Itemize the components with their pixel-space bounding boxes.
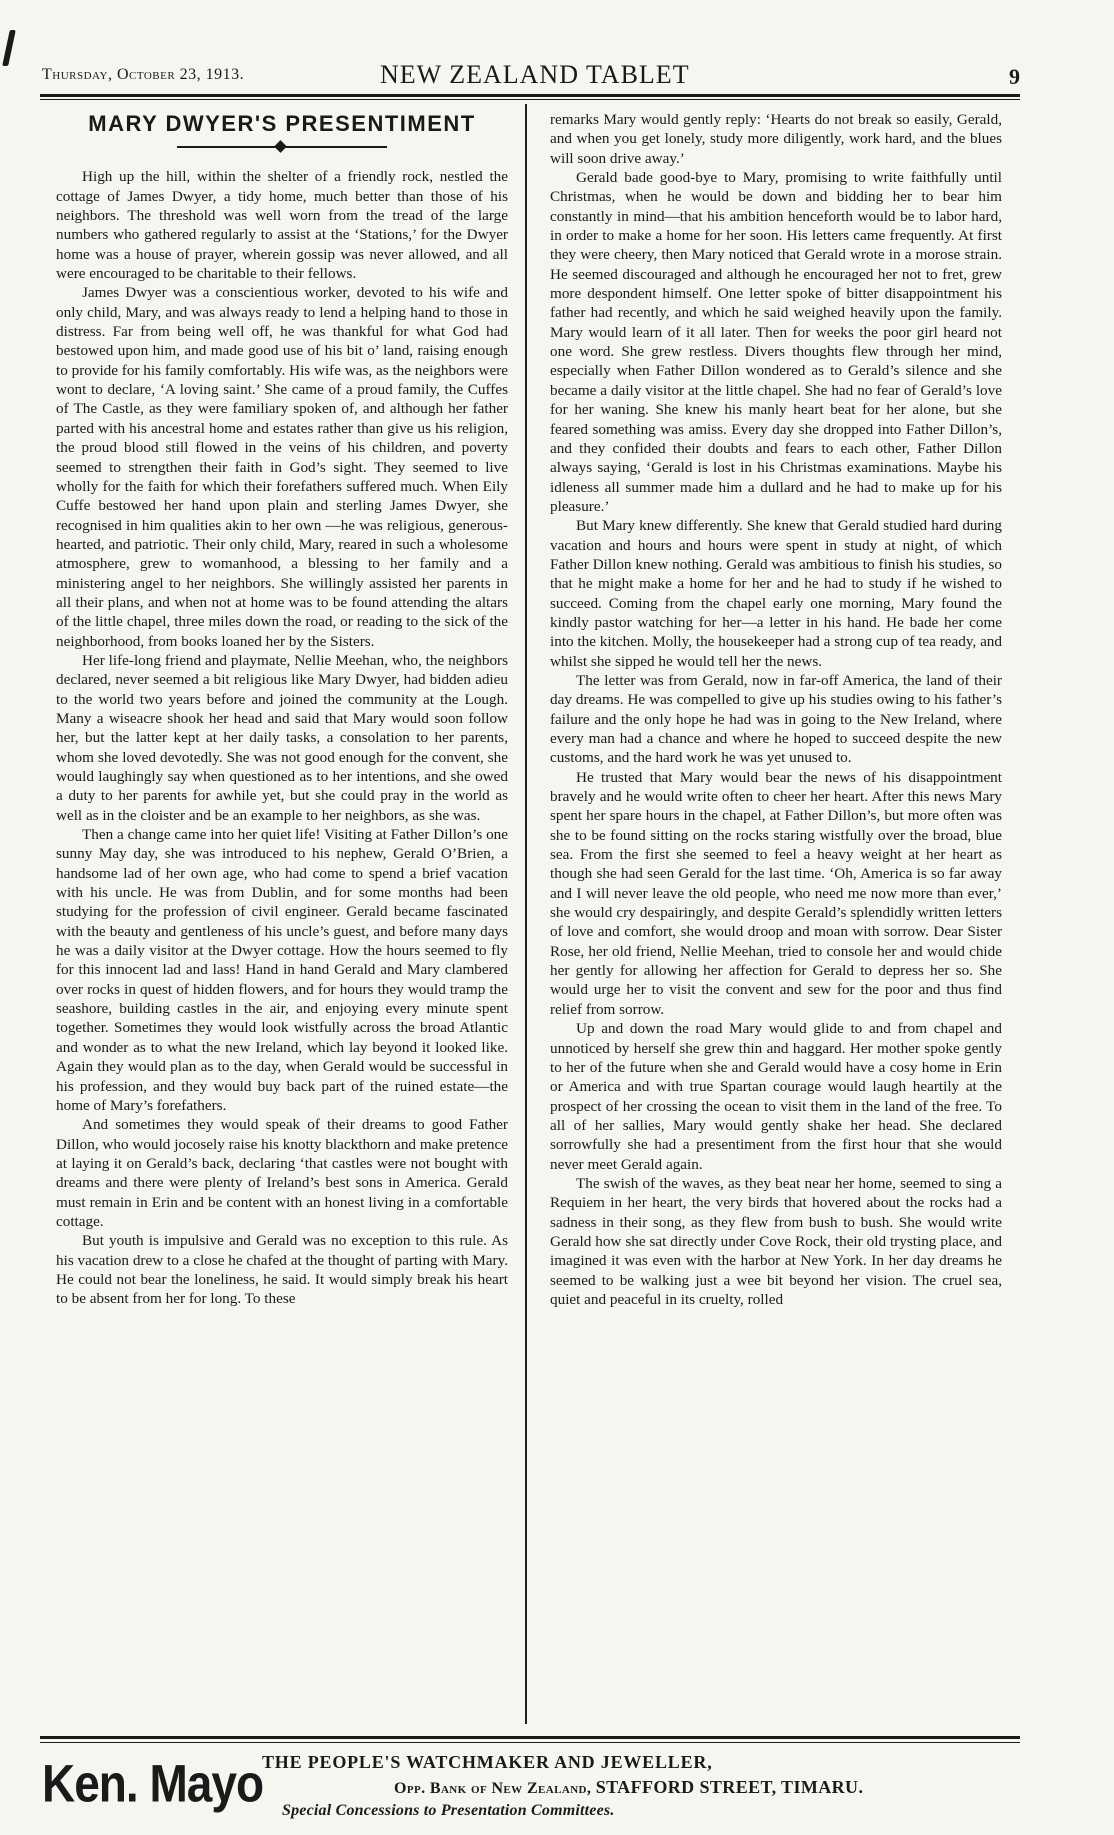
footer-rule	[40, 1736, 1020, 1739]
header-rule-thin	[40, 99, 1020, 100]
header-rule	[40, 94, 1020, 97]
advertiser-address	[394, 1777, 863, 1798]
advertiser-tagline: THE PEOPLE'S WATCHMAKER AND JEWELLER,	[262, 1752, 713, 1772]
paragraph: High up the hill, within the shelter of a friendly rock, nestled the cottage of James Dwyer, a tidy home, much better than those of his neighbors. The threshold was well worn from the tread of the large numbers who gathered regularly to assist at the ‘Stations,’ for the Dwyer home was a house of prayer, wherein gossip was never allowed, and all were encouraged to be charitable to their fellows.	[56, 168, 508, 283]
paragraph: But Mary knew differently. She knew that Gerald studied hard during vacation and hours and hours were spent in study at night, of which Father Dillon knew nothing. Gerald was ambitious to finish his studies, so that he might make a home for her and he had to study if he wished to succeed. Coming from the chapel early one morning, Mary found the kindly pastor watching for her—a letter in his hand. He bade her come into the kitchen. Molly, the housekeeper had a strong cup of tea ready, and whilst she sipped he would tell her the news.	[550, 517, 1002, 670]
page-number: 9	[1009, 64, 1020, 89]
paragraph: He trusted that Mary would bear the news of his disappointment bravely and he would write often to cheer her heart. After this news Mary spent her spare hours in the chapel, at Father Dillon’s, but more often was she to be found sitting on the rocks staring wistfully over the broad, blue sea. From the first she seemed to feel a heavy weight at her heart as though she had seen Gerald for the last time. ‘Oh, America is so far away and I will never leave the old people, who need me now more than ever,’ she would cry despairingly, and despite Gerald’s splendidly written letters of love and comfort, she would droop and moan with sorrow. Dear Sister Rose, her old friend, Nellie Meehan, tried to console her and would chide her gently for allowing her affection for Gerald to depress her so. She would urge her to visit the convent and sew for the poor and thus find relief from sorrow.	[550, 768, 1002, 1018]
ornament-diamond-icon	[274, 140, 287, 153]
paragraph: Then a change came into her quiet life! Visiting at Father Dillon’s one sunny May day, she was introduced to his nephew, Gerald O’Brien, a handsome lad of her own age, who had come to spend a brief vacation with his uncle. He was from Dublin, and for some months had been studying for the profession of civil engineer. Gerald became fascinated with the beauty and gentleness of his uncle’s guest, and before many days he was a daily visitor at the Dwyer cottage. How the hours seemed to fly for this innocent lad and lass! Hand in hand Gerald and Mary clambered over rocks in quest of hidden flowers, and for hours they would tramp the seashore, building castles in the air, and enjoying every minute spent together. Sometimes they would look wistfully across the broad Atlantic and wonder as to what the new Ireland, which lay beyond it looked like. Again they would plan as to the day, when Gerald would be successful in his profession, and they would buy back part of the ruined estate—the home of Mary’s forefathers.	[56, 826, 508, 1114]
column-divider	[525, 104, 527, 1724]
paragraph-continued: remarks Mary would gently reply: ‘Hearts do not break so easily, Gerald, and when you get lonely, study more diligently, work hard, and the blues will soon drive away.’	[550, 111, 1002, 167]
margin-mark	[2, 30, 16, 66]
paragraph: Her life-long friend and playmate, Nellie Meehan, who, the neighbors declared, never seemed a bit religious like Mary Dwyer, had bidden adieu to the world two years before and joined the community at the Lough. Many a wiseacre shook her head and said that Mary would soon follow her, but the latter kept at her daily tasks, a consolation to her parents, whom she loved devotedly. She was not good enough for the convent, she would laughingly say when questioned as to her intentions, and she owed a duty to her parents for awhile yet, but she could pray in the world as well as in the cloister and be an example to her neighbors, as she was.	[56, 651, 508, 824]
paragraph: The letter was from Gerald, now in far-off America, the land of their day dreams. He was compelled to give up his studies owing to his father’s failure and the only hope he had was in going to the New Ireland, where every man had a chance and where he hoped to succeed despite the new customs, and the hard work he was yet unused to.	[550, 671, 1002, 767]
page-header	[42, 60, 1020, 90]
advertiser-offer: Special Concessions to Presentation Committees.	[282, 1802, 615, 1819]
paragraph: Gerald bade good-bye to Mary, promising to write faithfully until Christmas, when he would be down and bidding her to bear him constantly in mind—that his ambition henceforth would be to labor hard, in order to make a home for her soon. His letters came frequently. At first they were cheery, then Mary noticed that Gerald wrote in a morose strain. He seemed discouraged and although he encouraged her not to fret, grew more despondent himself. One letter spoke of bitter disappointment his father had recently, and which he said weighed heavily upon the family. Mary would learn of it all later. Then for weeks the poor girl heard not one word. She grew restless. Divers thoughts flew through her mind, especially when Father Dillon wondered as to Gerald’s silence and she became a daily visitor at the little chapel. She had no fear of Gerald’s love for her waning. She knew his manly heart beat for her alone, but she feared something was amiss. Every day she dropped into Father Dillon’s, and they confided their doubts and fears to each other, Father Dillon always saying, ‘Gerald is lost in his Christmas examinations. Maybe his idleness all summer made him a dullard and he had to make up for his pleasure.’	[550, 169, 1002, 515]
footer-rule-thin	[40, 1742, 1020, 1743]
paragraph: Up and down the road Mary would glide to and from chapel and unnoticed by herself she grew thin and haggard. Her mother spoke gently to her of the future when she and Gerald would have a cosy home in Erin or America and with true Spartan courage would laugh heartily at the prospect of her crossing the ocean to visit them in the land of the free. To all of her sallies, Mary would gently shake her head. She declared sorrowfully she had a presentiment from the first hour that she would never meet Gerald again.	[550, 1020, 1002, 1173]
issue-date: Thursday, October 23, 1913.	[42, 66, 245, 83]
article-title: MARY DWYER'S PRESENTIMENT	[88, 111, 476, 136]
address-prefix: Opp. Bank of New Zealand,	[394, 1780, 592, 1797]
paragraph: The swish of the waves, as they beat near her home, seemed to sing a Requiem in her heart, the very birds that hovered about the rocks had a sadness in their song, as they flew from bush to bush. She would write Gerald how she sat directly under Cove Rock, their old trysting place, and imagined it was even with the harbor at New York. In her day dreams he seemed to be walking just a wee bit beyond her vision. The cruel sea, quiet and peaceful in its cruelty, rolled	[550, 1174, 1002, 1308]
street-address: STAFFORD STREET, TIMARU.	[595, 1777, 864, 1797]
title-ornament	[177, 139, 387, 155]
right-column	[550, 110, 1002, 1309]
publication-title: NEW ZEALAND TABLET	[380, 60, 690, 89]
advertiser-brand: Ken. Mayo	[42, 1753, 264, 1813]
left-column	[56, 110, 508, 1309]
paragraph: James Dwyer was a conscientious worker, devoted to his wife and only child, Mary, and was always ready to lend a helping hand to those in distress. Far from being well off, he was thankful for what God had bestowed upon him, and made good use of his bit o’ land, raising enough to provide for his family comfortably. His wife was, as the neighbors were wont to declare, ‘A loving saint.’ She came of a proud family, the Cuffes of The Castle, as they were familiary spoken of, and although her father parted with his ancestral home and estates rather than give us his religion, the proud blood still flowed in the veins of his children, and poverty seemed to strengthen their faith in God’s sight. They seemed to live wholly for the faith for which their forefathers suffered much. When Eily Cuffe bestowed her hand upon plain and sterling James Dwyer, she recognised in him qualities akin to her own —he was religious, generous-hearted, and patriotic. Their only child, Mary, reared in such a wholesome atmosphere, grew to womanhood, a blessing to her family and a ministering angel to her neighbors. She willingly assisted her parents in all their plans, and when not at home was to be found attending the altars of the little chapel, three miles down the road, or reading to the sick of the neighborhood, from books loaned her by the Sisters.	[56, 284, 508, 650]
paragraph: And sometimes they would speak of their dreams to good Father Dillon, who would jocosely raise his knotty blackthorn and make pretence at laying it on Gerald’s back, declaring ‘that castles were not bought with dreams and there were plenty of Ireland’s best sons in America. Gerald must remain in Erin and be content with an honest living in a comfortable cottage.	[56, 1116, 508, 1230]
paragraph: But youth is impulsive and Gerald was no exception to this rule. As his vacation drew to a close he chafed at the thought of parting with Mary. He could not bear the loneliness, he said. It would simply break his heart to be absent from her for long. To these	[56, 1232, 508, 1308]
